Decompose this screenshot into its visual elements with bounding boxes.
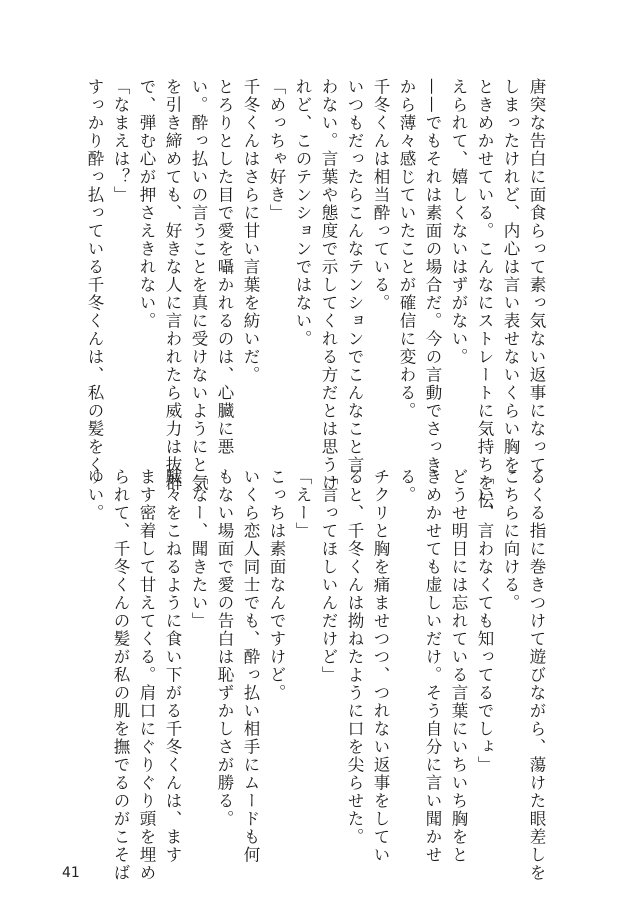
text-line: ときめかせている。こんなにストレートに気持ちを伝 — [475, 78, 494, 510]
text-line: 「めっちゃ好き」 — [267, 78, 286, 222]
text-line: えられて、嬉しくないはずがない。 — [449, 78, 468, 366]
text-line: とろりとした目で愛を囁かれるのは、心臓に悪 — [215, 78, 234, 456]
text-line: ると、千冬くんは拗ねたように口を尖らせた。 — [345, 468, 364, 846]
text-line: チクリと胸を痛ませつつ、つれない返事をしてい — [371, 468, 390, 864]
text-line: る。 — [397, 468, 416, 504]
text-line: こっちは素面なんですけど。 — [267, 468, 286, 702]
text-line: 「なまえは？」 — [111, 78, 130, 204]
text-line: わない。言葉や態度で示してくれる方だとは思うけ — [319, 78, 338, 492]
text-line: から薄々感じていたことが確信に変わる。 — [397, 78, 416, 420]
text-line: 「い、言わなくても知ってるでしょ」 — [475, 468, 494, 774]
text-line: 千冬くんは相当酔っている。 — [371, 78, 390, 312]
text-line: を引き締めても、好きな人に言われたら威力は抜群 — [163, 78, 182, 492]
text-line: ——でもそれは素面の場合だ。今の言動でさっき — [423, 78, 442, 474]
text-line: 唐突な告白に面食らって素っ気ない返事になって — [527, 78, 546, 474]
text-line: 「えー」 — [293, 468, 312, 540]
text-line: 駄々をこねるように食い下がる千冬くんは、ます — [163, 468, 182, 864]
text-line: すっかり酔っ払っている千冬くんは、私の髪をく — [85, 78, 104, 474]
text-line: るくる指に巻きつけて遊びながら、蕩けた眼差しを — [527, 468, 546, 882]
text-line: きめかせても虚しいだけ。そう自分に言い聞かせ — [423, 468, 442, 864]
text-line: ます密着して甘えてくる。肩口にぐりぐり頭を埋め — [137, 468, 156, 882]
text-line: いくら恋人同士でも、酔っ払い相手にムードも何 — [241, 468, 260, 864]
text-line: こちらに向ける。 — [501, 468, 520, 612]
text-line: 千冬くんはさらに甘い言葉を紡いだ。 — [241, 78, 260, 384]
text-line: いつもだったらこんなテンションでこんなこと言 — [345, 78, 364, 474]
text-line: 「言ってほしいんだけど」 — [319, 468, 338, 684]
text-line: られて、千冬くんの髪が私の肌を撫でるのがこそば — [111, 468, 130, 882]
text-line: れど、このテンションではない。 — [293, 78, 312, 348]
text-line: い。酔っ払いの言うことを真に受けないようにと気 — [189, 78, 208, 492]
page-number: 41 — [62, 865, 80, 881]
text-line: しまったけれど、内心は言い表せないくらい胸を — [501, 78, 520, 474]
lower-text-block — [81, 468, 549, 882]
text-line: 「なー、聞きたい」 — [189, 468, 208, 630]
text-line: で、弾む心が押さえきれない。 — [137, 78, 156, 330]
text-line: もない場面で愛の告白は恥ずかしさが勝る。 — [215, 468, 234, 828]
text-line: ゆい。 — [85, 468, 104, 522]
text-line: どうせ明日には忘れている言葉にいちいち胸をと — [449, 468, 468, 864]
